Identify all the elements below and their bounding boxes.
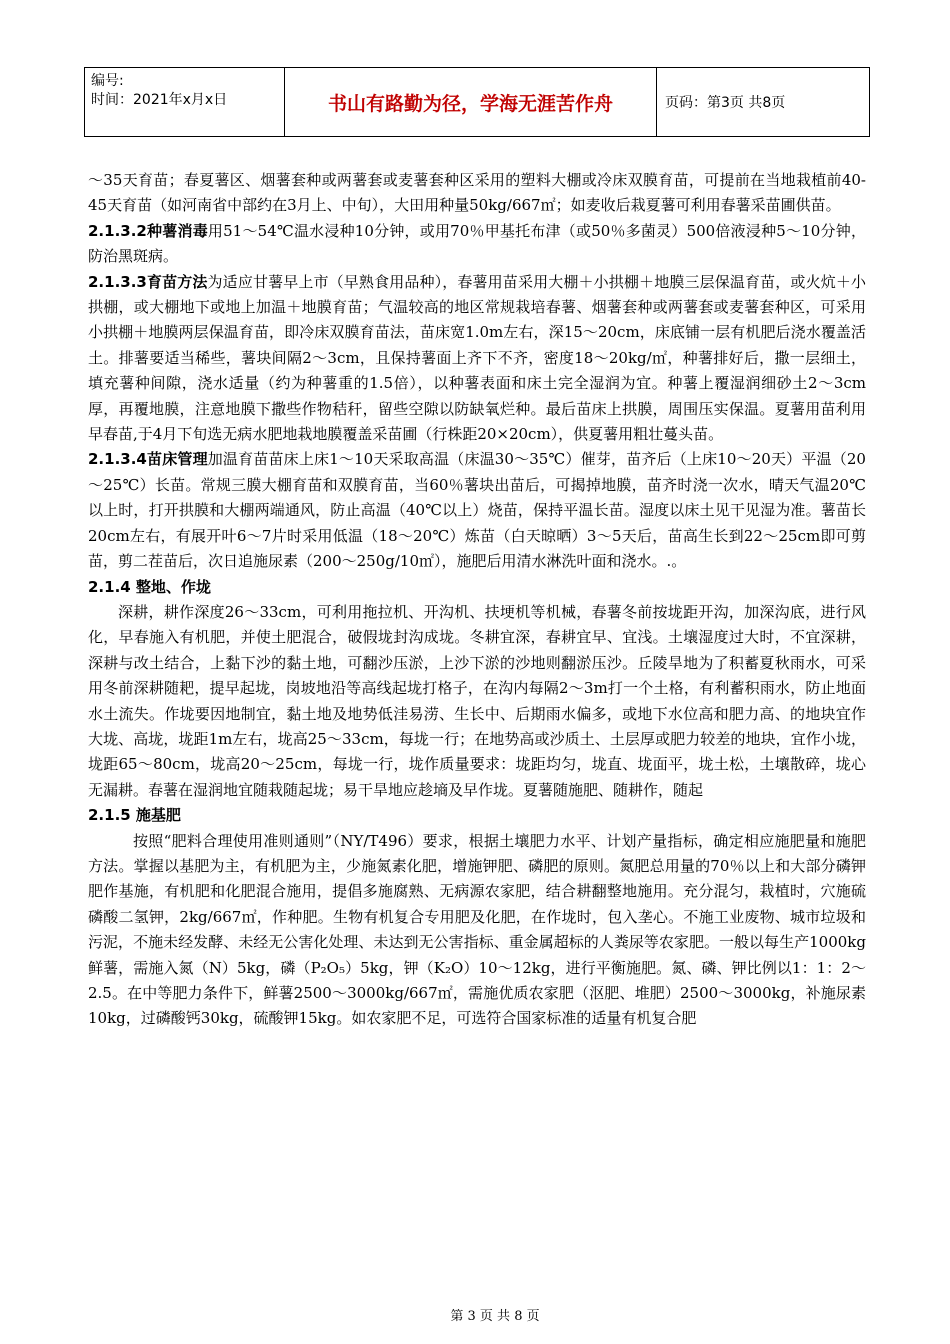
section-title: 苗床管理 [146, 450, 208, 469]
header-motto: 书山有路勤为径，学海无涯苦作舟 [285, 68, 657, 136]
paragraph-2-1-5: 按照“肥料合理使用准则通则”（NY/T496）要求，根据土壤肥力水平、计划产量指标，确定相应施肥量和施肥方法。掌握以基肥为主，有机肥为主，少施氮素化肥，增施钾肥、磷肥的原则。氮肥总用量的70％以上和大部分磷钾肥作基施，有机肥和化肥混合施用，提倡多施腐熟、无病源农家肥，结合耕翻整地施用。充分混匀，栽植时，穴施硫磷酸二氢钾，2kg/667㎡，作种肥。生物有机复合专用肥及化肥，在作垅时，包入垄心。不施工业废物、城市垃圾和污泥，不施未经发酵、未经无公害化处理、未达到无公害指标、重金属超标的人粪尿等农家肥。一般以每生产1000kg鲜薯，需施入氮（N）5kg，磷（P₂O₅）5kg，钾（K₂O）10～12kg，进行平衡施肥。氮、磷、钾比例以1：1：2～2.5。在中等肥力条件下，鲜薯2500～3000kg/667㎡，需施优质农家肥（沤肥、堆肥）2500～3000kg，补施尿素10kg，过磷酸钙30kg，硫酸钾15kg。如农家肥不足，可选符合国家标准的适量有机复合肥 [88, 831, 866, 1028]
paragraph-2-1-4: 深耕，耕作深度26～33cm，可利用拖拉机、开沟机、扶埂机等机械，春薯冬前按垅距开沟，加深沟底，进行风化，早春施入有机肥，并使土肥混合，破假垅封沟成垅。冬耕宜深，春耕宜早、宜浅。土壤湿度过大时，不宜深耕，深耕与改土结合，上黏下沙的黏土地，可翻沙压淤，上沙下淤的沙地则翻淤压沙。丘陵旱地为了积蓄夏秋雨水，可采用冬前深耕随耙，提早起垅，岗坡地沿等高线起垅打格子，在沟内每隔2～3m打一个土格，有利蓄积雨水，防止地面水土流失。作垅要因地制宜，黏土地及地势低洼易涝、生长中、后期雨水偏多，或地下水位高和肥力高、的地块宜作大垅、高垅，垅距1m左右，垅高25～33cm，每垅一行；在地势高或沙质土、土层厚或肥力较差的地块，宜作小垅，垅距65～80cm，垅高20～25cm，每垅一行，垅作质量要求：垅距均匀，垅直、垅面平，垅土松，土壤散碎，垅心无漏耕。春薯在湿润地宜随栽随起垅；易干旱地应趁墒及早作垅。夏薯随施肥、随耕作，随起 [88, 602, 866, 799]
page-footer: 第 3 页 共 8 页 [450, 1309, 540, 1324]
section-number: 2.1.3.4 [88, 450, 147, 469]
header-meta [85, 68, 285, 136]
heading-2-1-5: 2.1.5 施基肥 [88, 806, 181, 825]
time-label: 时间：2021年x月x日 [91, 92, 228, 108]
paragraph-continuation: ～35天育苗；春夏薯区、烟薯套种或两薯套或麦薯套种区采用的塑料大棚或冷床双膜育苗，可提前在当地栽植前40-45天育苗（如河南省中部约在3月上、中旬），大田用种量50kg/667㎡；如麦收后栽夏薯可利用春薯采苗圃供苗。 [88, 171, 866, 215]
document-body [88, 168, 866, 1032]
section-number: 2.1.3.2 [88, 221, 147, 240]
section-text: 加温育苗苗床上床1～10天采取高温（床温30～35℃）催芽，苗齐后（上床10～20天）平温（20～25℃）长苗。常规三膜大棚育苗和双膜育苗，当60％薯块出苗后，可揭掉地膜，苗齐时浇一次水，晴天气温20℃以上时，打开拱膜和大棚两端通风，防止高温（40℃以上）烧苗，保持平温长苗。湿度以床土见干见湿为准。薯苗长20cm左右，有展开叶6～7片时采用低温（18～20℃）炼苗（白天晾晒）3～5天后，苗高生长到22～25cm即可剪苗，剪二茬苗后，次日追施尿素（200～250g/10㎡），施肥后用清水淋洗叶面和浇水。.。 [88, 450, 866, 571]
header-table [84, 67, 870, 137]
section-text: 为适应甘薯早上市（早熟食用品种），春薯用苗采用大棚＋小拱棚＋地膜三层保温育苗，或火炕＋小拱棚，或大棚地下或地上加温＋地膜育苗；气温较高的地区常规栽培春薯、烟薯套种或两薯套或麦薯套种区，可采用小拱棚＋地膜两层保温育苗，即冷床双膜育苗法，苗床宽1.0m左右，深15～20cm，床底铺一层有机肥后浇水覆盖活土。排薯要适当稀些，薯块间隔2～3cm，且保持薯面上齐下不齐，密度18～20kg/㎡，种薯排好后，撒一层细土，填充薯种间隙，浇水适量（约为种薯重的1.5倍），以种薯表面和床土完全湿润为宜。种薯上覆湿润细砂土2～3cm厚，再覆地膜，注意地膜下撒些作物秸秆，留些空隙以防缺氧烂种。最后苗床上拱膜，周围压实保温。夏薯用苗利用早春苗,于4月下旬选无病水肥地栽地膜覆盖采苗圃（行株距20×20cm），供夏薯用粗壮蔓头苗。 [88, 272, 866, 444]
header-page-info: 页码：第3页 共8页 [665, 95, 786, 111]
code-label: 编号: [91, 73, 124, 89]
section-text: 用51～54℃温水浸种10分钟，或用70％甲基托布津（或50％多菌灵）500倍液浸种5～10分钟，防治黑斑病。 [88, 221, 866, 266]
section-number: 2.1.3.3 [88, 272, 147, 291]
section-title: 育苗方法 [146, 272, 208, 291]
heading-2-1-4: 2.1.4 整地、作垅 [88, 577, 211, 596]
section-2-1-3-2 [88, 219, 866, 270]
section-title: 种薯消毒 [146, 221, 208, 240]
section-2-1-3-4 [88, 447, 866, 574]
section-2-1-3-3 [88, 270, 866, 448]
